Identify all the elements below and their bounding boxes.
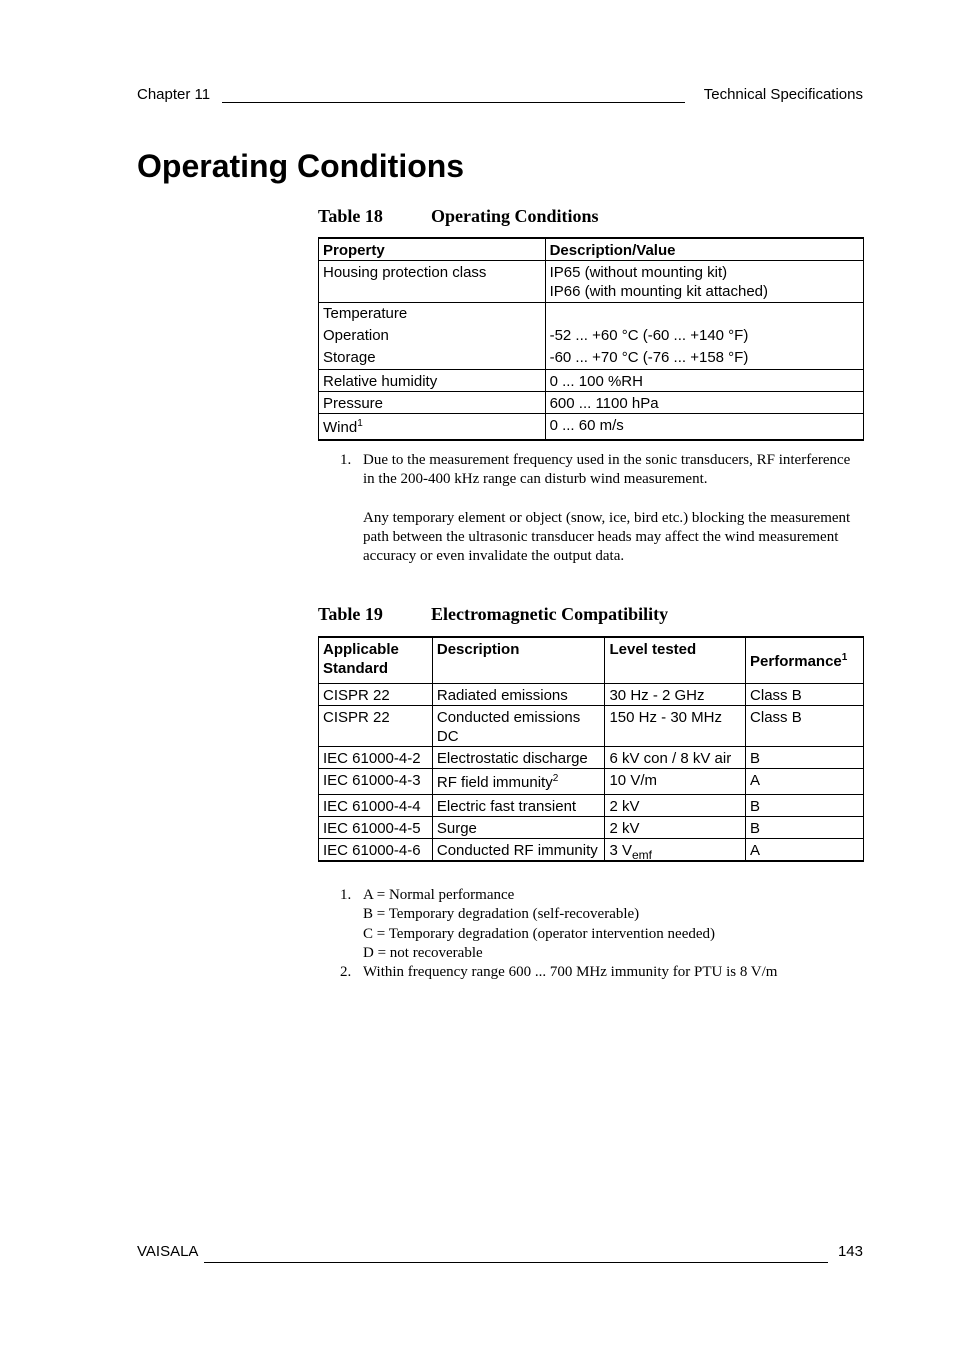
property-cell: Housing protection class xyxy=(319,261,546,303)
performance-cell: B xyxy=(746,816,864,838)
column-header: Description xyxy=(432,637,605,683)
standard-cell: IEC 61000-4-4 xyxy=(319,794,433,816)
table-header-row xyxy=(319,238,864,261)
description-cell: Conducted emissions DC xyxy=(432,705,605,746)
footnote-ref: 1 xyxy=(841,651,848,663)
table-row xyxy=(319,794,864,816)
footnote: 2. Within frequency range 600 ... 700 MHz immunity for PTU is 8 V/m xyxy=(340,963,860,982)
page-number: 143 xyxy=(837,1243,863,1260)
table-18-caption xyxy=(318,206,599,227)
table-19-title: Electromagnetic Compatibility xyxy=(431,604,669,624)
property-cell: Temperature Operation Storage xyxy=(319,303,546,370)
table-18-title: Operating Conditions xyxy=(431,206,599,226)
table-18-footnotes xyxy=(340,451,860,566)
description-cell: RF field immunity$^2$ xyxy=(432,768,605,794)
value-cell: 600 ... 1100 hPa xyxy=(545,392,863,414)
column-header: Property xyxy=(319,238,546,261)
table-row xyxy=(319,705,864,746)
table-row xyxy=(319,303,864,370)
page-title: Operating Conditions xyxy=(137,148,465,184)
property-cell: Pressure xyxy=(319,392,546,414)
table-row xyxy=(319,768,864,794)
standard-cell: CISPR 22 xyxy=(319,683,433,705)
level-cell: 3 $V_{emf}$ xyxy=(605,838,746,861)
table-row xyxy=(319,816,864,838)
description-cell: Conducted RF immunity xyxy=(432,838,605,861)
column-header: Performance$^1$ xyxy=(746,637,864,683)
table-row xyxy=(319,261,864,303)
performance-cell: B xyxy=(746,794,864,816)
table-row xyxy=(319,392,864,414)
footer-rule xyxy=(204,1262,828,1263)
footnote-text: Within frequency range 600 ... 700 MHz immunity for PTU is 8 V/m xyxy=(363,964,778,981)
operating-conditions-table xyxy=(318,237,864,441)
level-cell: 2 kV xyxy=(605,794,746,816)
description-cell: Surge xyxy=(432,816,605,838)
table-19-number: Table 19 xyxy=(318,604,383,624)
table-row xyxy=(319,414,864,440)
table-19-footnotes xyxy=(340,886,860,982)
property-cell: Relative humidity xyxy=(319,370,546,392)
standard-cell: IEC 61000-4-6 xyxy=(319,838,433,861)
table-row xyxy=(319,370,864,392)
description-cell: Radiated emissions xyxy=(432,683,605,705)
footnote: 1. Due to the measurement frequency used in the sonic transducers, RF interference in the 200-400 kHz range can disturb wind measurement. Any temporary element or object (snow, ice, bird etc.) blocking the measurement path between the ultrasonic transducer heads may affect the wind measurement accuracy or even invalidate the output data. xyxy=(340,451,860,566)
table-header-row xyxy=(319,637,864,683)
property-cell: Wind$^1$ xyxy=(319,414,546,440)
table-row xyxy=(319,746,864,768)
standard-cell: IEC 61000-4-2 xyxy=(319,746,433,768)
table-19-caption xyxy=(318,604,668,625)
description-cell: Electrostatic discharge xyxy=(432,746,605,768)
column-header: Applicable Standard xyxy=(319,637,433,683)
standard-cell: CISPR 22 xyxy=(319,705,433,746)
value-cell: 0 ... 60 m/s xyxy=(545,414,863,440)
footnote-text: A = Normal performance xyxy=(363,887,515,903)
footnote-text: B = Temporary degradation (self-recoverable) xyxy=(363,906,640,923)
performance-cell: B xyxy=(746,746,864,768)
table-row xyxy=(319,683,864,705)
value-cell: IP65 (without mounting kit) IP66 (with mounting kit attached) xyxy=(545,261,863,303)
level-cell: 150 Hz - 30 MHz xyxy=(605,705,746,746)
footnote-text: D = not recoverable xyxy=(363,944,483,961)
table-18-number: Table 18 xyxy=(318,206,383,226)
performance-cell: Class B xyxy=(746,683,864,705)
value-cell: -52 ... +60 °C (-60 ... +140 °F) -60 ... +70 °C (-76 ... +158 °F) xyxy=(545,303,863,370)
column-header: Level tested xyxy=(605,637,746,683)
standard-cell: IEC 61000-4-5 xyxy=(319,816,433,838)
footnote-text: C = Temporary degradation (operator intervention needed) xyxy=(363,925,716,942)
column-header: Description/Value xyxy=(545,238,863,261)
value-cell: 0 ... 100 %RH xyxy=(545,370,863,392)
performance-cell: Class B xyxy=(746,705,864,746)
section-label: Technical Specifications xyxy=(703,86,863,103)
table-row xyxy=(319,838,864,861)
level-cell: 30 Hz - 2 GHz xyxy=(605,683,746,705)
description-cell: Electric fast transient xyxy=(432,794,605,816)
performance-cell: A xyxy=(746,838,864,861)
emc-table xyxy=(318,636,864,862)
subscript: emf xyxy=(631,847,652,862)
footnote-text: Due to the measurement frequency used in the sonic transducers, RF interference in the 200-400 kHz range can disturb wind measurement. xyxy=(363,452,851,488)
chapter-label: Chapter 11 xyxy=(137,86,211,103)
footnote-ref: 2 xyxy=(552,772,559,784)
header-rule xyxy=(222,102,685,103)
footnote: 1. A = Normal performance B = Temporary degradation (self-recoverable) C = Temporary degradation (operator intervention needed) D = not recoverable xyxy=(340,886,860,963)
level-cell: 10 V/m xyxy=(605,768,746,794)
footer-brand: VAISALA xyxy=(137,1243,199,1260)
level-cell: 6 kV con / 8 kV air xyxy=(605,746,746,768)
level-cell: 2 kV xyxy=(605,816,746,838)
footnote-text: Any temporary element or object (snow, ice, bird etc.) blocking the measurement path between the ultrasonic transducer heads may affect the wind measurement accuracy or even invalidate the output data. xyxy=(363,509,851,565)
footnote-ref: 1 xyxy=(357,418,363,429)
standard-cell: IEC 61000-4-3 xyxy=(319,768,433,794)
performance-cell: A xyxy=(746,768,864,794)
